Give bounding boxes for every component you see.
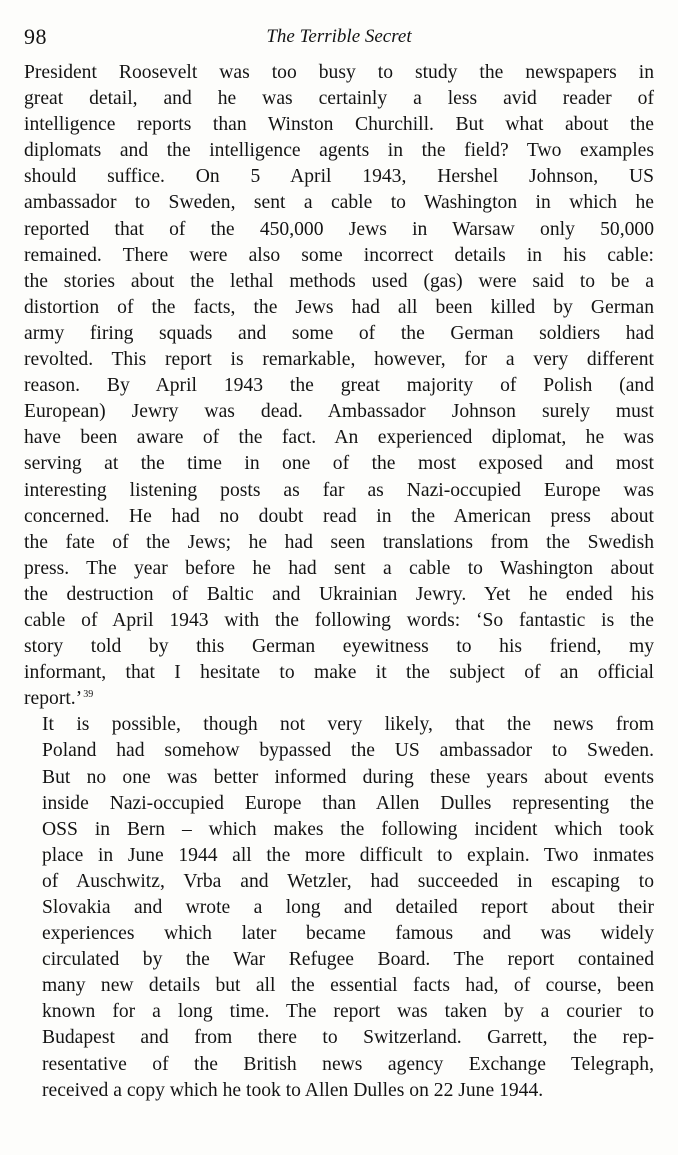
text-line: concerned. He had no doubt read in the American press about: [24, 505, 654, 527]
text-line: [24, 686, 654, 712]
text-line: experiences which later became famous and was widely: [42, 923, 654, 945]
text-line: the stories about the lethal methods used (gas) were said to be a: [24, 270, 654, 292]
text-line: the fate of the Jews; he had seen translations from the Swedish: [24, 531, 654, 553]
text-line: known for a long time. The report was taken by a courier to: [42, 1001, 654, 1023]
paragraph-2: [24, 712, 654, 1103]
text-line: reported that of the 450,000 Jews in Warsaw only 50,000: [24, 218, 654, 240]
body-text: [24, 60, 654, 1104]
text-line: President Roosevelt was too busy to study the newspapers in: [24, 62, 654, 83]
text-line: revolted. This report is remarkable, however, for a very different: [24, 349, 654, 371]
footnote-reference: 39: [83, 688, 94, 700]
paragraph-1: [24, 60, 654, 712]
text-line: intelligence reports than Winston Churchill. But what about the: [24, 114, 654, 136]
text-line: reason. By April 1943 the great majority of Polish (and: [24, 375, 654, 397]
text-line: But no one was better informed during these years about events: [42, 766, 654, 788]
text-line: the destruction of Baltic and Ukrainian Jewry. Yet he ended his: [24, 583, 654, 605]
text-line: cable of April 1943 with the following words: ‘So fantastic is the: [24, 609, 654, 631]
running-head: [24, 24, 654, 52]
text-line-content: report.’: [24, 688, 83, 710]
text-line: many new details but all the essential facts had, of course, been: [42, 975, 654, 997]
text-line: ambassador to Sweden, sent a cable to Washington in which he: [24, 192, 654, 214]
text-line: army firing squads and some of the German soldiers had: [24, 322, 654, 344]
text-line: interesting listening posts as far as Nazi-occupied Europe was: [24, 479, 654, 501]
text-line: have been aware of the fact. An experienced diplomat, he was: [24, 427, 654, 449]
text-line: informant, that I hesitate to make it the subject of an official: [24, 662, 654, 684]
text-line: should suffice. On 5 April 1943, Hershel Johnson, US: [24, 166, 654, 188]
text-line: of Auschwitz, Vrba and Wetzler, had succeeded in escaping to: [42, 870, 654, 892]
text-line: diplomats and the intelligence agents in the field? Two examples: [24, 140, 654, 162]
text-line: received a copy which he took to Allen Dulles on 22 June 1944.: [42, 1079, 544, 1101]
text-line: Budapest and from there to Switzerland. Garrett, the rep-: [42, 1027, 654, 1049]
text-line: Slovakia and wrote a long and detailed report about their: [42, 897, 654, 918]
text-line: press. The year before he had sent a cable to Washington about: [24, 557, 654, 579]
text-line: great detail, and he was certainly a less avid reader of: [24, 88, 654, 110]
page-number: 98: [24, 24, 47, 49]
text-line: inside Nazi-occupied Europe than Allen Dulles representing the: [42, 792, 654, 814]
text-line: story told by this German eyewitness to his friend, my: [24, 636, 654, 658]
text-line: Poland had somehow bypassed the US ambassador to Sweden.: [42, 740, 654, 762]
text-line: European) Jewry was dead. Ambassador Johnson surely must: [24, 401, 654, 423]
text-line: place in June 1944 all the more difficult to explain. Two inmates: [42, 844, 654, 866]
text-line: resentative of the British news agency Exchange Telegraph,: [42, 1053, 654, 1075]
text-line: remained. There were also some incorrect details in his cable:: [24, 244, 654, 266]
running-title: The Terrible Secret: [266, 26, 412, 47]
text-line: It is possible, though not very likely, that the news from: [42, 714, 654, 736]
text-line: serving at the time in one of the most exposed and most: [24, 453, 654, 475]
text-line: distortion of the facts, the Jews had all been killed by German: [24, 296, 654, 318]
text-line: OSS in Bern – which makes the following incident which took: [42, 818, 654, 840]
text-line: circulated by the War Refugee Board. The report contained: [42, 949, 654, 971]
